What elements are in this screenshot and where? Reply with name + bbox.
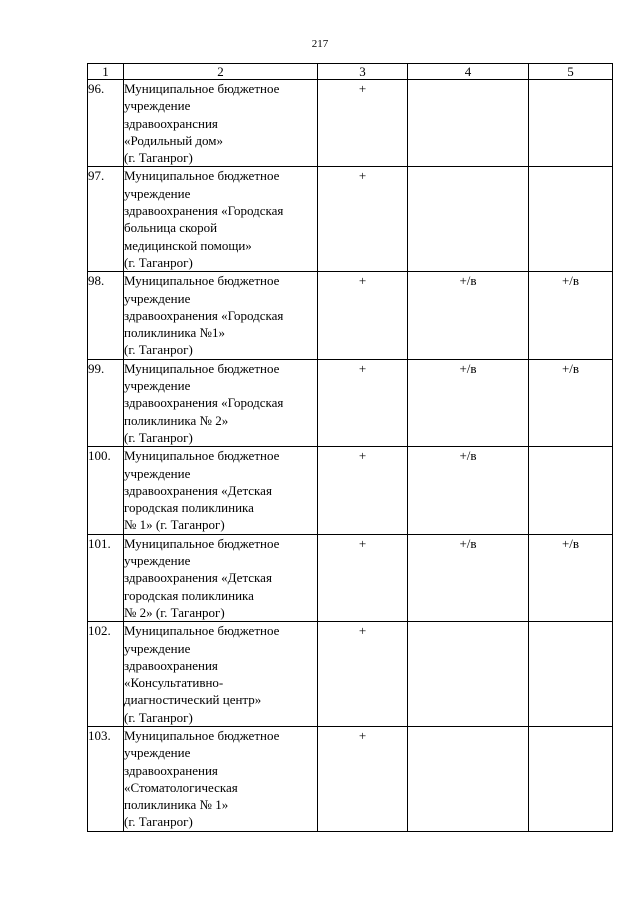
row-number: 102.	[88, 622, 124, 727]
institution-name-line: учреждение	[124, 290, 191, 306]
table-body	[88, 80, 613, 832]
header-col-4: 4	[408, 64, 529, 80]
institution-name-line: «Родильный дом»	[124, 132, 224, 148]
mark-col-5	[529, 80, 613, 167]
institution-name-line: учреждение	[124, 98, 191, 114]
institution-name-line: здравоохранения «Городская	[124, 307, 284, 323]
institution-name-line: (г. Таганрог)	[124, 814, 193, 830]
mark-col-5	[529, 726, 613, 831]
institution-name	[124, 726, 318, 831]
row-number: 103.	[88, 726, 124, 831]
mark-col-3: +	[318, 622, 408, 727]
mark-col-4: +/в	[408, 272, 529, 359]
institution-name-line: здравоохранения «Детская	[124, 570, 272, 586]
institution-name-line: учреждение	[124, 640, 191, 656]
institution-name-line: учреждение	[124, 553, 191, 569]
institution-name-line: медицинской помощи»	[124, 237, 252, 253]
header-row	[88, 64, 613, 80]
institution-name-line: учреждение	[124, 378, 191, 394]
institution-name-line: здравоохрансния	[124, 115, 218, 131]
row-number: 97.	[88, 167, 124, 272]
header-col-5: 5	[529, 64, 613, 80]
mark-col-5	[529, 447, 613, 534]
institution-name-line: диагностический центр»	[124, 692, 262, 708]
institution-name-line: учреждение	[124, 465, 191, 481]
institution-name-line: здравоохранения «Городская	[124, 203, 284, 219]
institutions-table	[87, 63, 613, 832]
institution-name	[124, 359, 318, 446]
table-row	[88, 80, 613, 167]
row-number: 101.	[88, 534, 124, 621]
mark-col-3: +	[318, 359, 408, 446]
mark-col-3: +	[318, 447, 408, 534]
institution-name-line: городская поликлиника	[124, 500, 254, 516]
institution-name-line: Муниципальное бюджетное	[124, 168, 280, 184]
table-row	[88, 447, 613, 534]
institution-name	[124, 272, 318, 359]
institution-name-line: «Стоматологическая	[124, 779, 238, 795]
table-row	[88, 622, 613, 727]
institution-name-line: учреждение	[124, 745, 191, 761]
mark-col-5: +/в	[529, 272, 613, 359]
mark-col-4: +/в	[408, 359, 529, 446]
row-number: 98.	[88, 272, 124, 359]
row-number: 100.	[88, 447, 124, 534]
institution-name-line: поликлиника №1»	[124, 325, 225, 341]
header-col-2: 2	[124, 64, 318, 80]
institution-name-line: здравоохранения	[124, 657, 218, 673]
table-row	[88, 534, 613, 621]
mark-col-4: +/в	[408, 534, 529, 621]
institution-name-line: (г. Таганрог)	[124, 150, 193, 166]
row-number: 96.	[88, 80, 124, 167]
table-row	[88, 272, 613, 359]
mark-col-5	[529, 622, 613, 727]
mark-col-4: +/в	[408, 447, 529, 534]
institution-name-line: (г. Таганрог)	[124, 342, 193, 358]
institution-name-line: здравоохранения «Городская	[124, 395, 284, 411]
institution-name-line: (г. Таганрог)	[124, 709, 193, 725]
institution-name-line: Муниципальное бюджетное	[124, 727, 280, 743]
institution-name	[124, 534, 318, 621]
table-row	[88, 167, 613, 272]
table-row	[88, 726, 613, 831]
institution-name-line: здравоохранения «Детская	[124, 482, 272, 498]
institution-name-line: (г. Таганрог)	[124, 254, 193, 270]
institution-name-line: городская поликлиника	[124, 587, 254, 603]
institution-name-line: поликлиника № 2»	[124, 412, 229, 428]
institution-name-line: поликлиника № 1»	[124, 797, 229, 813]
mark-col-5: +/в	[529, 534, 613, 621]
institution-name-line: здравоохранения	[124, 762, 218, 778]
mark-col-4	[408, 622, 529, 727]
mark-col-4	[408, 726, 529, 831]
header-col-3: 3	[318, 64, 408, 80]
institution-name-line: Муниципальное бюджетное	[124, 360, 280, 376]
institution-name-line: (г. Таганрог)	[124, 429, 193, 445]
mark-col-3: +	[318, 534, 408, 621]
institution-name	[124, 622, 318, 727]
institution-name-line: № 2» (г. Таганрог)	[124, 604, 225, 620]
institution-name-line: Муниципальное бюджетное	[124, 448, 280, 464]
row-number: 99.	[88, 359, 124, 446]
mark-col-3: +	[318, 80, 408, 167]
mark-col-3: +	[318, 167, 408, 272]
institution-name	[124, 80, 318, 167]
table-row	[88, 359, 613, 446]
mark-col-4	[408, 80, 529, 167]
institution-name-line: Муниципальное бюджетное	[124, 273, 280, 289]
mark-col-4	[408, 167, 529, 272]
institution-name-line: Муниципальное бюджетное	[124, 535, 280, 551]
mark-col-5: +/в	[529, 359, 613, 446]
institution-name	[124, 447, 318, 534]
institution-name-line: учреждение	[124, 185, 191, 201]
institution-name-line: Муниципальное бюджетное	[124, 81, 280, 96]
page-number: 217	[311, 38, 329, 50]
institution-name	[124, 167, 318, 272]
mark-col-5	[529, 167, 613, 272]
institution-name-line: № 1» (г. Таганрог)	[124, 517, 225, 533]
institution-name-line: Муниципальное бюджетное	[124, 623, 280, 639]
mark-col-3: +	[318, 726, 408, 831]
mark-col-3: +	[318, 272, 408, 359]
institution-name-line: больница скорой	[124, 220, 218, 236]
institution-name-line: «Консультативно-	[124, 675, 224, 691]
header-col-1: 1	[88, 64, 124, 80]
